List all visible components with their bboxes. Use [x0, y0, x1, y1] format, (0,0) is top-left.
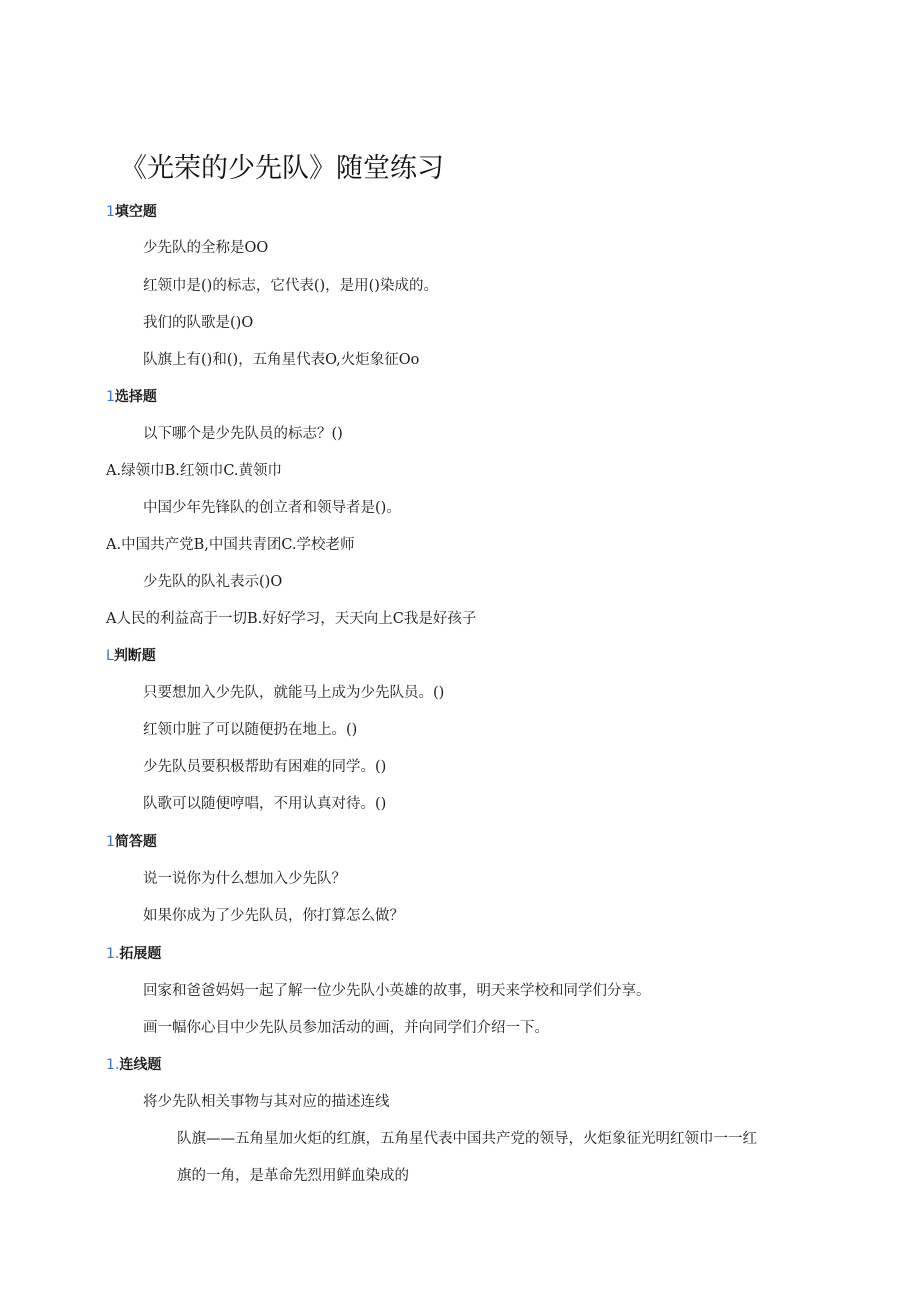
section-heading-fill [106, 202, 157, 222]
question-item: 队歌可以随便哼唱，不用认真对待。() [143, 796, 387, 812]
question-item: 红领巾脏了可以随便扔在地上。() [143, 722, 358, 738]
question-item: 少先队的队礼表示()O [143, 574, 283, 590]
question-item: 回家和爸爸妈妈一起了解一位少先队小英雄的故事，明天来学校和同学们分享。 [143, 983, 651, 999]
section-label: 连线题 [119, 1057, 162, 1073]
section-label: 拓展题 [119, 946, 162, 962]
match-instruction: 将少先队相关事物与其对应的描述连线 [143, 1094, 390, 1110]
question-item: 红领巾是()的标志，它代表()，是用()染成的。 [143, 278, 438, 294]
section-number: 1. [106, 946, 120, 962]
section-number: 1. [106, 1057, 120, 1073]
section-label: 简答题 [114, 834, 157, 850]
section-number: L [106, 648, 114, 664]
question-item: 中国少年先锋队的创立者和领导者是()。 [143, 500, 401, 516]
section-heading-match [106, 1055, 161, 1075]
question-item: 少先队员要积极帮助有困难的同学。() [143, 759, 387, 775]
match-text-line: 旗的一角，是革命先烈用鲜血染成的 [177, 1168, 409, 1184]
section-label: 填空题 [114, 204, 157, 220]
section-label: 判断题 [113, 648, 156, 664]
question-item: 以下哪个是少先队员的标志？() [143, 426, 343, 442]
section-number: 1 [106, 204, 115, 220]
section-number: 1 [106, 834, 115, 850]
answer-options: A.绿领巾B.红领巾C.黄领巾 [106, 463, 283, 479]
page-title: 《光荣的少先队》随堂练习 [120, 153, 444, 184]
question-item: 少先队的全称是OO [143, 240, 269, 256]
section-heading-judge [106, 646, 156, 666]
question-item: 如果你成为了少先队员，你打算怎么做？ [143, 908, 404, 924]
question-item: 说一说你为什么想加入少先队？ [143, 871, 346, 887]
section-label: 选择题 [114, 389, 157, 405]
match-text-line: 队旗——五角星加火炬的红旗，五角星代表中国共产党的领导，火炬象征光明红领巾一一红 [177, 1131, 757, 1147]
question-item: 只要想加入少先队，就能马上成为少先队员。() [143, 685, 445, 701]
section-heading-short [106, 832, 157, 852]
answer-options: A.中国共产党B,中国共青团C.学校老师 [106, 537, 355, 553]
section-heading-choice [106, 387, 157, 407]
question-item: 队旗上有()和()，五角星代表O,火炬象征Oo [143, 352, 420, 368]
section-number: 1 [106, 389, 115, 405]
question-item: 我们的队歌是()O [143, 315, 254, 331]
answer-options: A人民的利益高于一切B.好好学习，天天向上C我是好孩子 [106, 611, 477, 627]
question-item: 画一幅你心目中少先队员参加活动的画，并向同学们介绍一下。 [143, 1020, 549, 1036]
section-heading-extend [106, 944, 161, 964]
